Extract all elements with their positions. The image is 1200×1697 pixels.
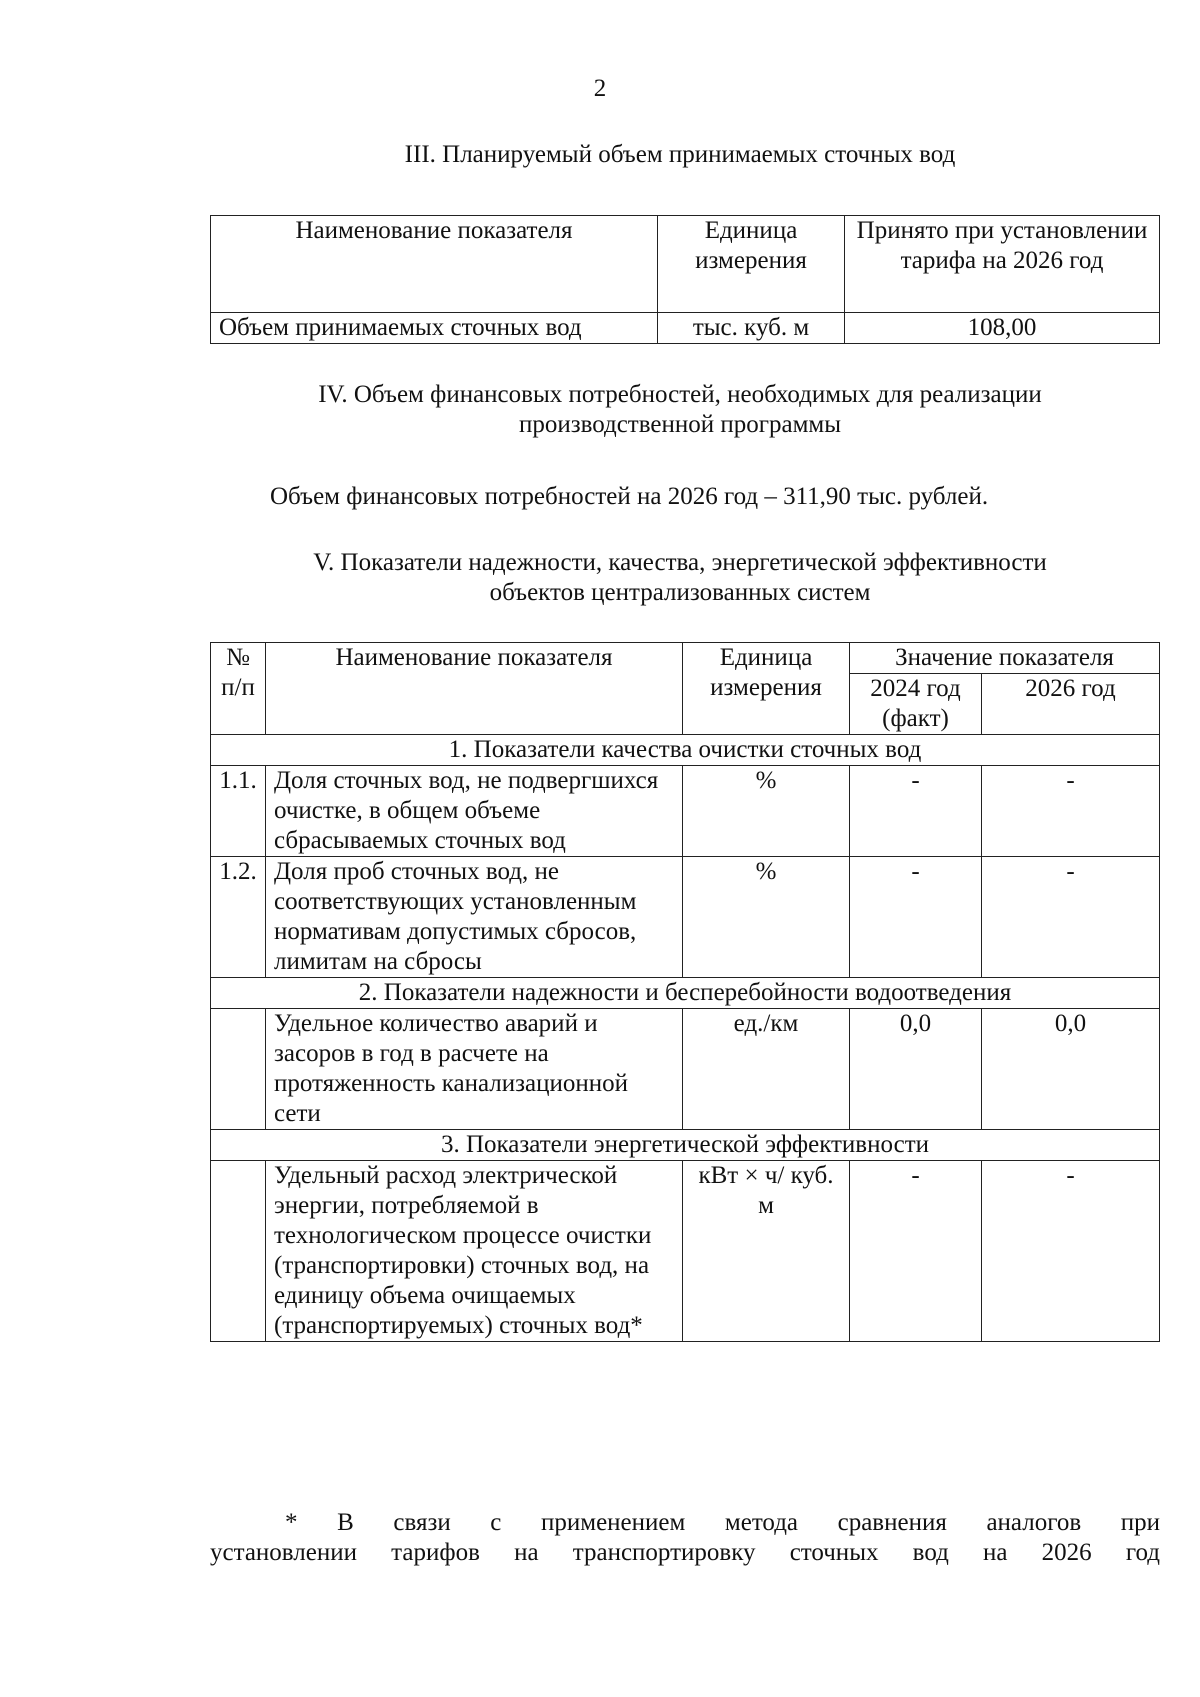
financial-needs-text: Объем финансовых потребностей на 2026 год – 311,90 тыс. рублей. — [270, 483, 989, 510]
row-unit: кВт × ч/ куб. м — [683, 1161, 850, 1342]
page-number: 2 — [593, 75, 607, 102]
section4-title — [200, 380, 1160, 440]
row-name: Удельное количество аварий и засоров в год в расчете на протяженность канализационной сети — [266, 1009, 683, 1130]
indicators-table — [210, 642, 1160, 1342]
row-name: Доля проб сточных вод, не соответствующих установленным нормативам допустимых сбросов, лимитам на сбросы — [266, 857, 683, 978]
row-name: Удельный расход электрической энергии, потребляемой в технологическом процессе очистки (транспортировки) сточных вод, на единицу объема очищаемых (транспортируемых) сточных вод* — [266, 1161, 683, 1342]
header-name: Наименование показателя — [266, 643, 683, 735]
row-unit: % — [683, 766, 850, 857]
footnote — [210, 1508, 1160, 1568]
row-value-2024: - — [850, 766, 982, 857]
row-num — [211, 1161, 266, 1342]
section4-title-line2: производственной программы — [518, 411, 842, 438]
group1-title: 1. Показатели качества очистки сточных вод — [211, 735, 1160, 766]
row-value-2024: - — [850, 857, 982, 978]
received-wastewater-table — [210, 215, 1160, 344]
row-name: Доля сточных вод, не подвергшихся очистке, в общем объеме сбрасываемых сточных вод — [266, 766, 683, 857]
row-unit: тыс. куб. м — [658, 313, 845, 344]
row-value-2026: 0,0 — [982, 1009, 1160, 1130]
row-unit: % — [683, 857, 850, 978]
table-row — [211, 1009, 1160, 1130]
header-value: Значение показателя — [850, 643, 1160, 674]
row-num: 1.1. — [211, 766, 266, 857]
section5-title-line1: V. Показатели надежности, качества, энергетической эффективности — [313, 549, 1047, 576]
row-value-2026: - — [982, 766, 1160, 857]
row-value-2026: - — [982, 857, 1160, 978]
group2-title: 2. Показатели надежности и бесперебойности водоотведения — [211, 978, 1160, 1009]
row-value-2026: - — [982, 1161, 1160, 1342]
group3-title: 3. Показатели энергетической эффективности — [211, 1130, 1160, 1161]
table-row — [211, 857, 1160, 978]
header-2024: 2024 год (факт) — [850, 674, 982, 735]
row-unit: ед./км — [683, 1009, 850, 1130]
header-2026: 2026 год — [982, 674, 1160, 735]
section3-title: III. Планируемый объем принимаемых сточных вод — [404, 141, 956, 168]
row-num: 1.2. — [211, 857, 266, 978]
row-value: 108,00 — [845, 313, 1160, 344]
row-value-2024: 0,0 — [850, 1009, 982, 1130]
footnote-line2: установлении тарифов на транспортировку сточных вод на 2026 год — [210, 1539, 1160, 1566]
header-unit: Единица измерения — [683, 643, 850, 735]
header-indicator-name: Наименование показателя — [211, 216, 658, 313]
header-accepted-value: Принято при установлении тарифа на 2026 год — [845, 216, 1160, 313]
section5-title-line2: объектов централизованных систем — [489, 579, 871, 606]
footnote-line1: * В связи с применением метода сравнения аналогов при — [285, 1509, 1160, 1536]
table-row — [211, 766, 1160, 857]
header-num: № п/п — [211, 643, 266, 735]
section4-title-line1: IV. Объем финансовых потребностей, необходимых для реализации — [318, 381, 1042, 408]
row-name: Объем принимаемых сточных вод — [211, 313, 658, 344]
row-value-2024: - — [850, 1161, 982, 1342]
section5-title — [200, 548, 1160, 608]
row-num — [211, 1009, 266, 1130]
header-unit: Единица измерения — [658, 216, 845, 313]
table-row — [211, 1161, 1160, 1342]
